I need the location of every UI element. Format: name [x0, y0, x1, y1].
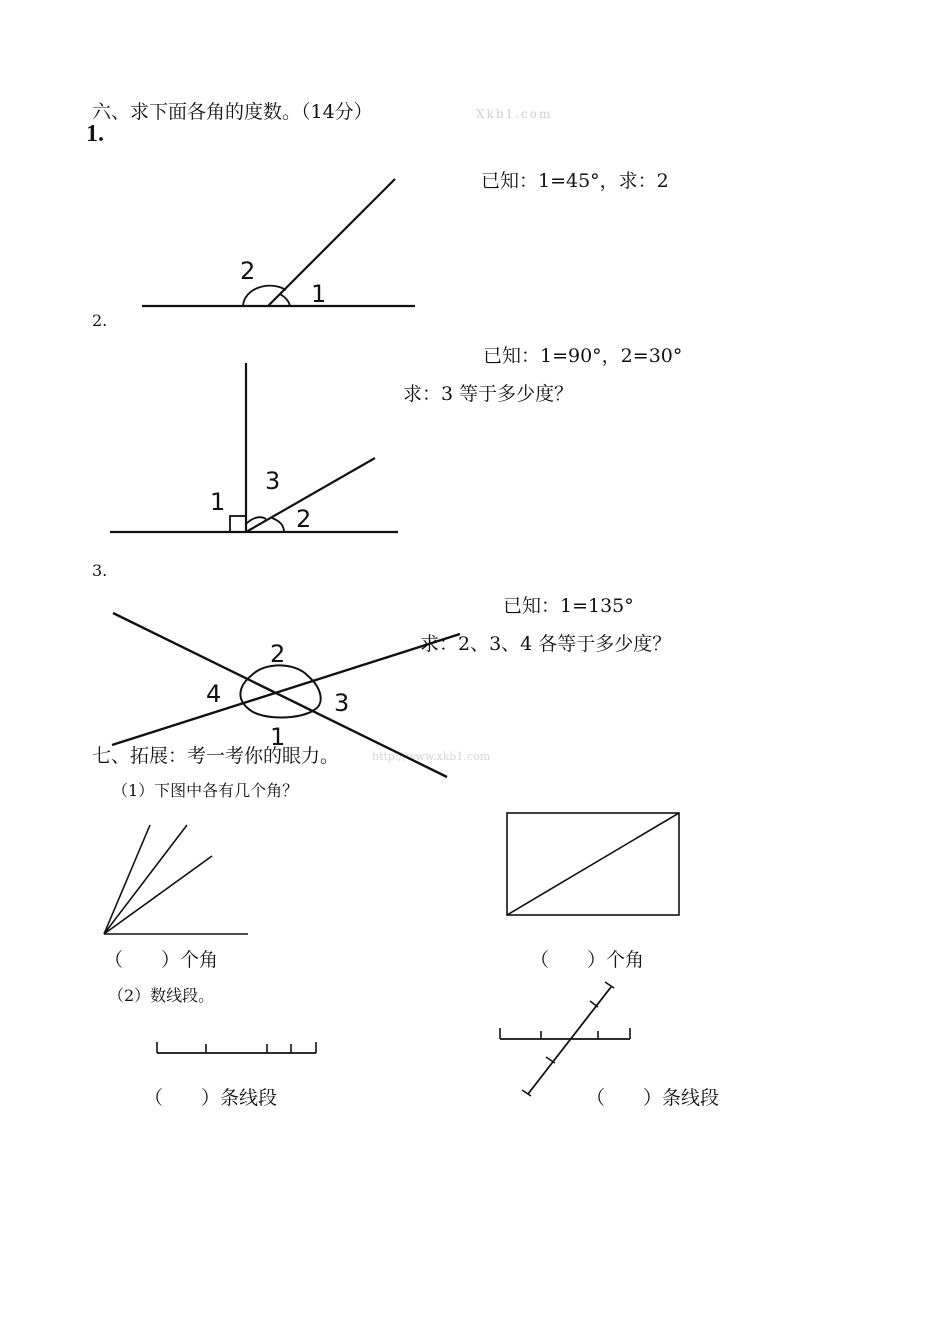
q3-label-2: 2 — [270, 640, 286, 668]
angles-rays-figure — [104, 825, 248, 934]
part2-answer-right: （ ）条线段 — [586, 1087, 720, 1109]
q3-given: 已知：1=135° — [503, 595, 634, 617]
q3-label-3: 3 — [334, 689, 350, 717]
q2-figure — [110, 363, 398, 533]
segment-diagonal — [528, 987, 611, 1094]
section7-title: 七、拓展：考一考你的眼力。 — [92, 745, 340, 767]
q1-number: 1. — [86, 121, 104, 147]
segments-left-figure — [157, 1042, 316, 1053]
watermark-url: http://www.xkb1.com — [372, 750, 491, 763]
q2-number: 2. — [92, 311, 108, 330]
q2-label-1: 1 — [210, 488, 226, 516]
ray-2 — [104, 825, 187, 934]
angles-rectangle-figure — [507, 813, 679, 915]
q3-label-4: 4 — [206, 680, 222, 708]
segments-right-figure — [500, 982, 630, 1096]
watermark: Xkb1.com — [476, 107, 553, 121]
part1-answer-left: （ ）个角 — [104, 949, 219, 971]
q2-ask: 求：3 等于多少度？ — [403, 383, 574, 405]
q3-ask: 求：2、3、4 各等于多少度？ — [420, 633, 672, 655]
q2-right-angle-mark — [230, 516, 246, 532]
q1-angle1-arc — [280, 294, 290, 306]
section6-title: 六、求下面各角的度数。（14分） — [92, 101, 373, 123]
part1-answer-right: （ ）个角 — [530, 949, 645, 971]
q3-line-a — [113, 613, 447, 777]
q2-label-3: 3 — [265, 467, 281, 495]
q3-line-b — [112, 634, 460, 745]
q3-label-1: 1 — [270, 723, 286, 751]
q1-figure — [142, 179, 415, 308]
q2-given: 已知：1=90°，2=30° — [483, 345, 683, 367]
q1-given: 已知：1=45°，求：2 — [481, 170, 669, 192]
q2-angle2-arc — [272, 518, 284, 532]
q1-label-1: 1 — [311, 280, 327, 308]
part2-title: （2）数线段。 — [108, 986, 215, 1005]
part2-answer-left: （ ）条线段 — [144, 1087, 278, 1109]
q1-ray — [268, 179, 395, 306]
part1-title: （1）下图中各有几个角？ — [112, 781, 299, 800]
q1-label-2: 2 — [240, 257, 256, 285]
tick — [605, 982, 614, 988]
q3-number: 3. — [92, 561, 108, 580]
q2-label-2: 2 — [296, 505, 312, 533]
rectangle-diagonal — [507, 813, 679, 915]
q3-figure — [112, 613, 460, 777]
